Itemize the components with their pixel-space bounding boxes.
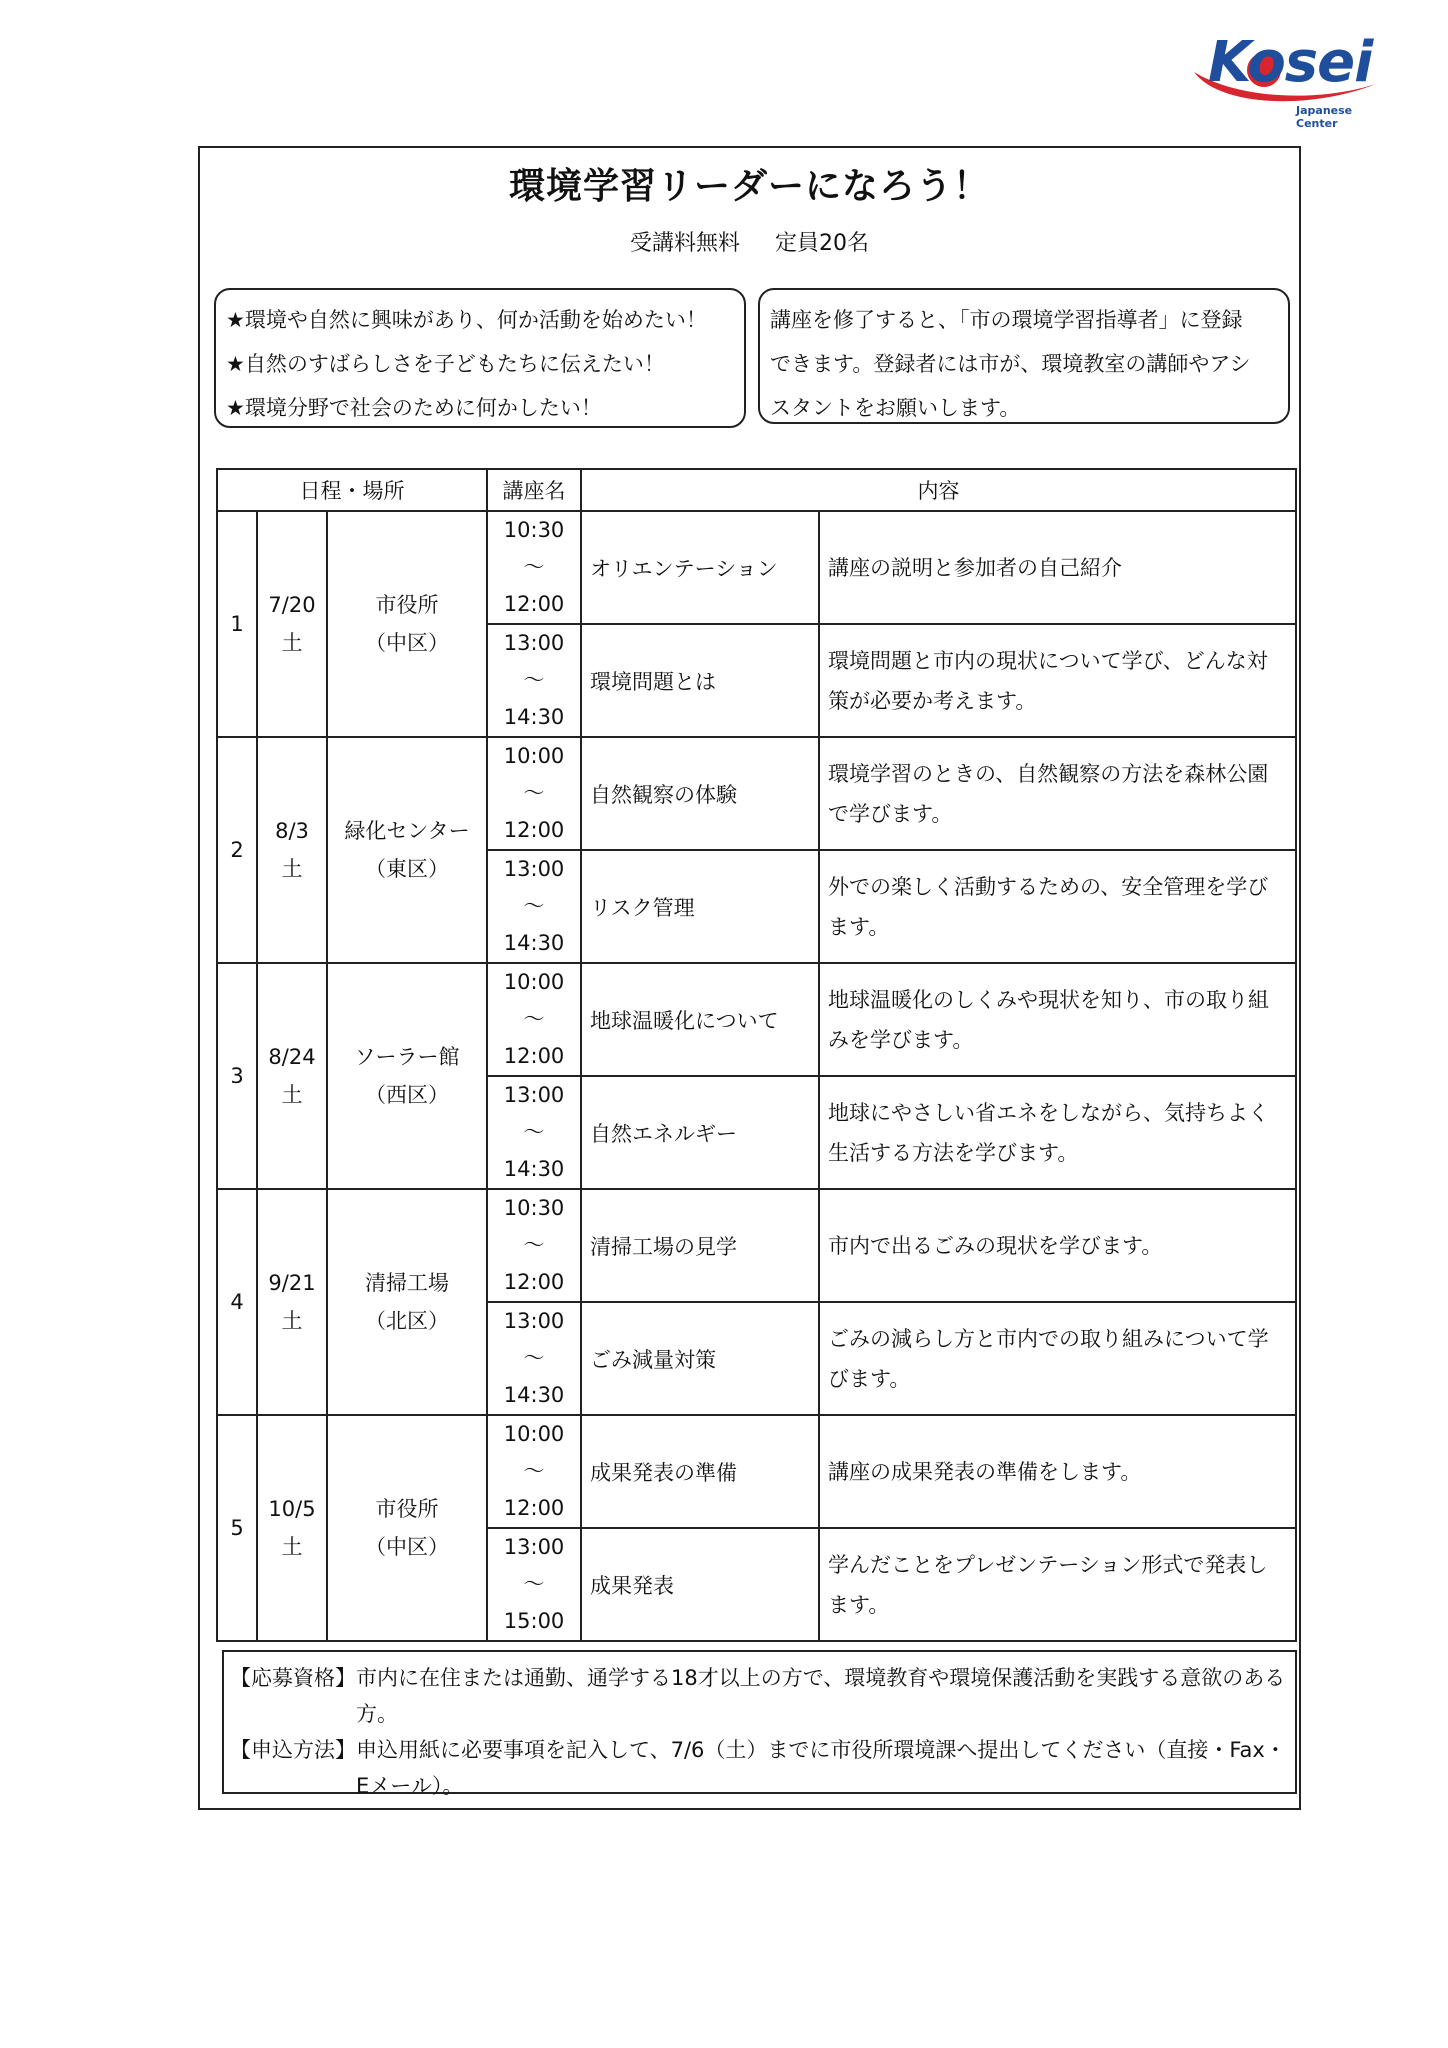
session-place	[327, 1415, 487, 1641]
table-row	[217, 963, 1296, 1076]
table-row	[217, 511, 1296, 624]
course-name: 地球温暖化について	[581, 963, 819, 1076]
table-header-row	[217, 469, 1296, 511]
ward-text: （中区）	[365, 631, 450, 655]
time-range	[487, 1528, 581, 1641]
course-name: 自然観察の体験	[581, 737, 819, 850]
course-name: ごみ減量対策	[581, 1302, 819, 1415]
eligibility-row	[230, 1660, 1289, 1732]
session-date	[257, 1189, 327, 1415]
end-time: 12:00	[503, 1044, 565, 1068]
start-time: 10:30	[503, 518, 565, 542]
course-content: 環境学習のときの、自然観察の方法を森林公園で学びます。	[819, 737, 1296, 850]
course-name: 成果発表	[581, 1528, 819, 1641]
ward-text: （西区）	[365, 1083, 450, 1107]
course-content: 環境問題と市内の現状について学び、どんな対策が必要か考えます。	[819, 624, 1296, 737]
time-range	[487, 737, 581, 850]
application-label: 【申込方法】	[230, 1738, 356, 1762]
end-time: 15:00	[503, 1609, 565, 1633]
day-text: 土	[281, 631, 303, 655]
session-number: 1	[217, 511, 257, 737]
kosei-logo	[1186, 22, 1386, 130]
session-place	[327, 511, 487, 737]
logo-brand: Kosei	[1208, 30, 1373, 95]
time-tilde: 〜	[523, 1007, 545, 1031]
session-number: 5	[217, 1415, 257, 1641]
capacity-text: 定員20名	[775, 231, 869, 256]
audience-line: ★環境分野で社会のために何かしたい！	[226, 396, 602, 420]
course-content: 講座の説明と参加者の自己紹介	[819, 511, 1296, 624]
session-date	[257, 1415, 327, 1641]
end-time: 12:00	[503, 1270, 565, 1294]
fee-text: 受講料無料	[629, 231, 740, 256]
course-name: 清掃工場の見学	[581, 1189, 819, 1302]
day-text: 土	[281, 1535, 303, 1559]
course-content: 地球温暖化のしくみや現状を知り、市の取り組みを学びます。	[819, 963, 1296, 1076]
end-time: 14:30	[503, 931, 565, 955]
place-text: 緑化センター	[344, 819, 470, 843]
session-place	[327, 963, 487, 1189]
course-content: ごみの減らし方と市内での取り組みについて学びます。	[819, 1302, 1296, 1415]
table-row	[217, 1415, 1296, 1528]
info-line: スタントをお願いします。	[770, 396, 1021, 420]
info-line: 講座を修了すると、「市の環境学習指導者」に登録	[770, 308, 1243, 332]
end-time: 14:30	[503, 1157, 565, 1181]
date-text: 8/3	[275, 819, 309, 843]
end-time: 12:00	[503, 592, 565, 616]
start-time: 13:00	[503, 1083, 565, 1107]
start-time: 10:00	[503, 970, 565, 994]
place-text: 市役所	[375, 593, 439, 617]
header-content: 内容	[581, 469, 1296, 511]
time-tilde: 〜	[523, 781, 545, 805]
course-content: 講座の成果発表の準備をします。	[819, 1415, 1296, 1528]
place-text: ソーラー館	[354, 1045, 460, 1069]
logo-subtitle: Japanese Center	[1296, 104, 1353, 130]
day-text: 土	[281, 1309, 303, 1333]
eligibility-text: 市内に在住または通勤、通学する18才以上の方で、環境教育や環境保護活動を実践する意欲のある方。	[356, 1666, 1286, 1726]
time-range	[487, 850, 581, 963]
time-tilde: 〜	[523, 1120, 545, 1144]
table-row	[217, 1189, 1296, 1302]
session-place	[327, 1189, 487, 1415]
audience-line: ★環境や自然に興味があり、何か活動を始めたい！	[226, 308, 707, 332]
session-date	[257, 963, 327, 1189]
header-schedule: 日程・場所	[217, 469, 487, 511]
date-text: 9/21	[268, 1271, 316, 1295]
registration-info-box	[758, 288, 1290, 424]
header-course: 講座名	[487, 469, 581, 511]
course-content: 市内で出るごみの現状を学びます。	[819, 1189, 1296, 1302]
table-row	[217, 737, 1296, 850]
course-name: オリエンテーション	[581, 511, 819, 624]
time-range	[487, 624, 581, 737]
time-tilde: 〜	[523, 1346, 545, 1370]
page-subtitle	[198, 226, 1301, 257]
start-time: 10:00	[503, 1422, 565, 1446]
time-tilde: 〜	[523, 668, 545, 692]
end-time: 12:00	[503, 818, 565, 842]
time-tilde: 〜	[523, 555, 545, 579]
ward-text: （東区）	[365, 857, 450, 881]
start-time: 13:00	[503, 1309, 565, 1333]
course-content: 学んだことをプレゼンテーション形式で発表します。	[819, 1528, 1296, 1641]
info-line: できます。登録者には市が、環境教室の講師やアシ	[770, 352, 1251, 376]
day-text: 土	[281, 857, 303, 881]
time-range	[487, 511, 581, 624]
end-time: 14:30	[503, 705, 565, 729]
date-text: 10/5	[268, 1497, 316, 1521]
end-time: 14:30	[503, 1383, 565, 1407]
time-tilde: 〜	[523, 1572, 545, 1596]
session-date	[257, 737, 327, 963]
time-range	[487, 1076, 581, 1189]
ward-text: （北区）	[365, 1309, 450, 1333]
application-row	[230, 1732, 1289, 1804]
time-range	[487, 1302, 581, 1415]
time-range	[487, 963, 581, 1076]
time-tilde: 〜	[523, 1459, 545, 1483]
place-text: 市役所	[375, 1497, 439, 1521]
session-number: 2	[217, 737, 257, 963]
target-audience-box	[214, 288, 746, 428]
page-title: 環境学習リーダーになろう！	[508, 166, 990, 207]
date-text: 7/20	[268, 593, 316, 617]
day-text: 土	[281, 1083, 303, 1107]
course-name: 環境問題とは	[581, 624, 819, 737]
audience-line: ★自然のすばらしさを子どもたちに伝えたい！	[226, 352, 665, 376]
session-number: 4	[217, 1189, 257, 1415]
time-range	[487, 1189, 581, 1302]
session-place	[327, 737, 487, 963]
time-tilde: 〜	[523, 894, 545, 918]
course-name: リスク管理	[581, 850, 819, 963]
course-name: 成果発表の準備	[581, 1415, 819, 1528]
application-info-box	[222, 1650, 1297, 1798]
date-text: 8/24	[268, 1045, 316, 1069]
start-time: 10:00	[503, 744, 565, 768]
start-time: 13:00	[503, 857, 565, 881]
end-time: 12:00	[503, 1496, 565, 1520]
time-range	[487, 1415, 581, 1528]
time-tilde: 〜	[523, 1233, 545, 1257]
start-time: 10:30	[503, 1196, 565, 1220]
ward-text: （中区）	[365, 1535, 450, 1559]
course-content: 地球にやさしい省エネをしながら、気持ちよく生活する方法を学びます。	[819, 1076, 1296, 1189]
session-date	[257, 511, 327, 737]
eligibility-label: 【応募資格】	[230, 1666, 356, 1690]
session-number: 3	[217, 963, 257, 1189]
course-content: 外での楽しく活動するための、安全管理を学びます。	[819, 850, 1296, 963]
start-time: 13:00	[503, 631, 565, 655]
start-time: 13:00	[503, 1535, 565, 1559]
schedule-table	[216, 468, 1297, 1642]
place-text: 清掃工場	[365, 1271, 450, 1295]
course-name: 自然エネルギー	[581, 1076, 819, 1189]
application-text: 申込用紙に必要事項を記入して、7/6（土）までに市役所環境課へ提出してください（直接・Fax・Eメール）。	[356, 1738, 1286, 1798]
